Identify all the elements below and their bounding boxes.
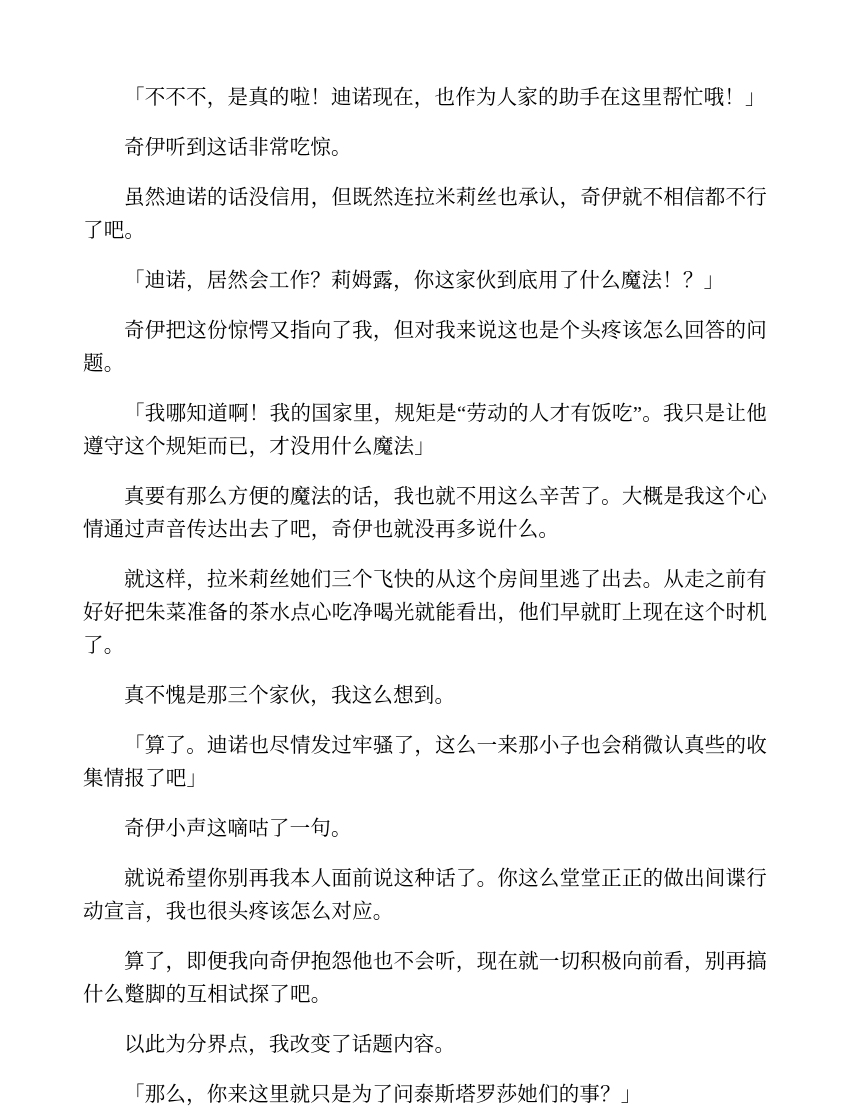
paragraph: 「我哪知道啊！我的国家里，规矩是“劳动的人才有饭吃”。我只是让他遵守这个规矩而已，才没用什么魔法」 <box>83 403 767 458</box>
paragraph: 奇伊听到这话非常吃惊。 <box>124 137 352 159</box>
paragraph: 虽然迪诺的话没信用，但既然连拉米莉丝也承认，奇伊就不相信都不行了吧。 <box>83 187 767 242</box>
document-body <box>83 82 767 1112</box>
paragraph: 「算了。迪诺也尽情发过牢骚了，这么一来那小子也会稍微认真些的收集情报了吧」 <box>83 735 767 790</box>
paragraph: 「迪诺，居然会工作？莉姆露，你这家伙到底用了什么魔法！？」 <box>124 270 725 292</box>
paragraph: 真要有那么方便的魔法的话，我也就不用这么辛苦了。大概是我这个心情通过声音传达出去了吧，奇伊也就没再多说什么。 <box>83 486 767 541</box>
paragraph: 奇伊小声这嘀咕了一句。 <box>124 818 352 840</box>
paragraph: 就这样，拉米莉丝她们三个飞快的从这个房间里逃了出去。从走之前有好好把朱菜准备的茶水点心吃净喝光就能看出，他们早就盯上现在这个时机了。 <box>83 569 767 657</box>
paragraph: 真不愧是那三个家伙，我这么想到。 <box>124 685 456 707</box>
paragraph: 就说希望你别再我本人面前说这种话了。你这么堂堂正正的做出间谍行动宣言，我也很头疼该怎么对应。 <box>83 868 767 923</box>
paragraph: 「不不不，是真的啦！迪诺现在，也作为人家的助手在这里帮忙哦！」 <box>124 87 766 109</box>
paragraph: 「那么，你来这里就只是为了问泰斯塔罗莎她们的事？」 <box>124 1084 642 1106</box>
paragraph: 以此为分界点，我改变了话题内容。 <box>124 1034 456 1056</box>
paragraph: 奇伊把这份惊愕又指向了我，但对我来说这也是个头疼该怎么回答的问题。 <box>83 320 767 375</box>
paragraph: 算了，即便我向奇伊抱怨他也不会听，现在就一切积极向前看，别再搞什么蹩脚的互相试探了吧。 <box>83 951 767 1006</box>
